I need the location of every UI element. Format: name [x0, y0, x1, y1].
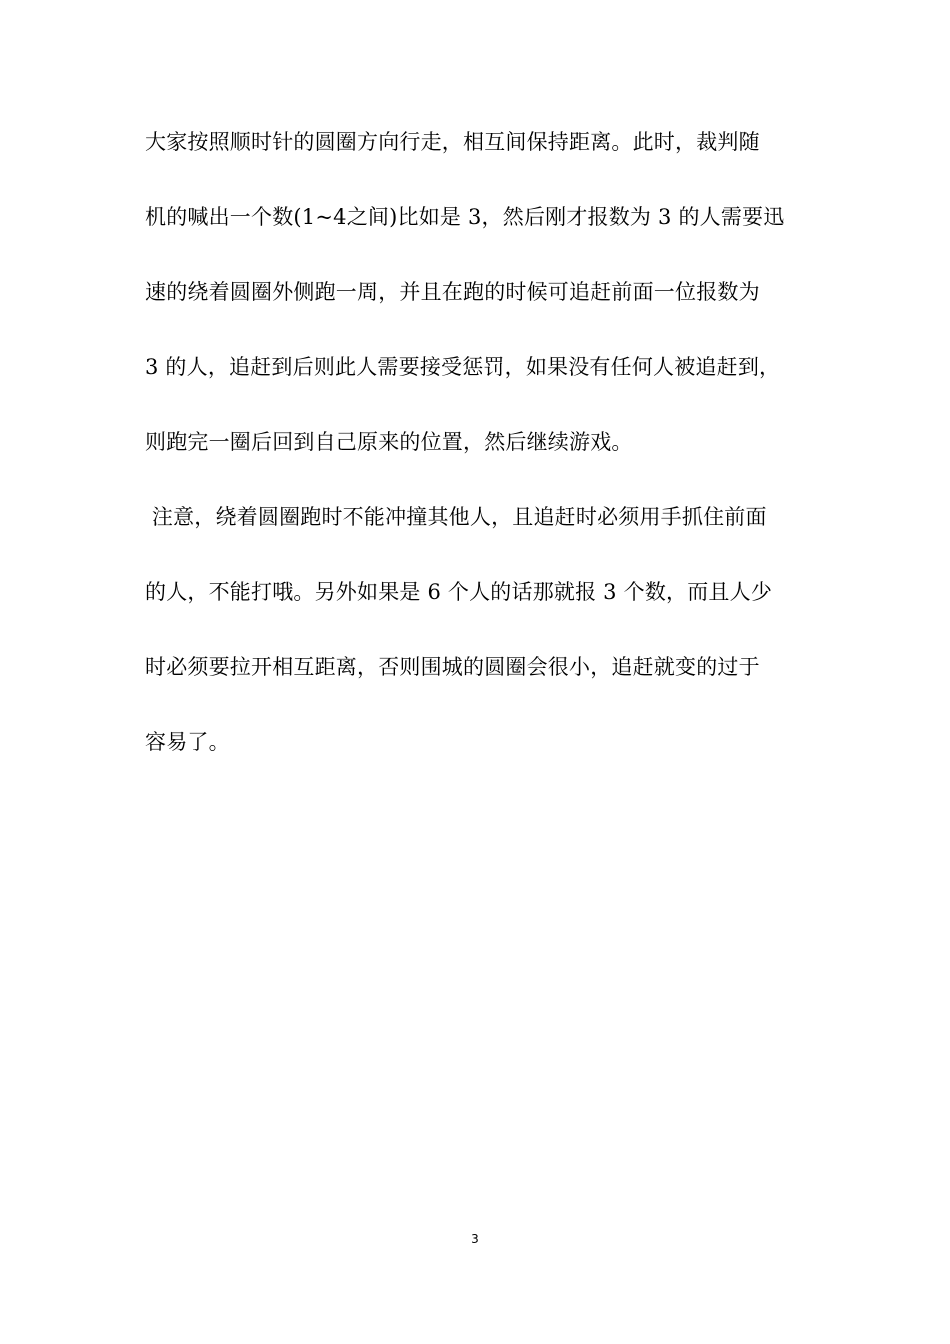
body-text-line: 的人，不能打哦。另外如果是 6 个人的话那就报 3 个数，而且人少 [145, 580, 773, 604]
body-text-line: 时必须要拉开相互距离，否则围城的圆圈会很小，追赶就变的过于 [145, 655, 760, 679]
body-text-line: 容易了。 [145, 730, 230, 754]
body-text-line: 速的绕着圆圈外侧跑一周，并且在跑的时候可追赶前面一位报数为 [145, 280, 760, 304]
body-text-line: 3 的人，追赶到后则此人需要接受惩罚，如果没有任何人被追赶到， [145, 355, 781, 379]
body-text-line: 机的喊出一个数(1~4之间)比如是 3，然后刚才报数为 3 的人需要迅 [145, 205, 785, 229]
body-text-line: 则跑完一圈后回到自己原来的位置，然后继续游戏。 [145, 430, 633, 454]
page-number: 3 [471, 1232, 479, 1246]
body-text-line: 大家按照顺时针的圆圈方向行走，相互间保持距离。此时，裁判随 [145, 130, 760, 154]
body-text-line: 注意，绕着圆圈跑时不能冲撞其他人，且追赶时必须用手抓住前面 [145, 505, 767, 529]
